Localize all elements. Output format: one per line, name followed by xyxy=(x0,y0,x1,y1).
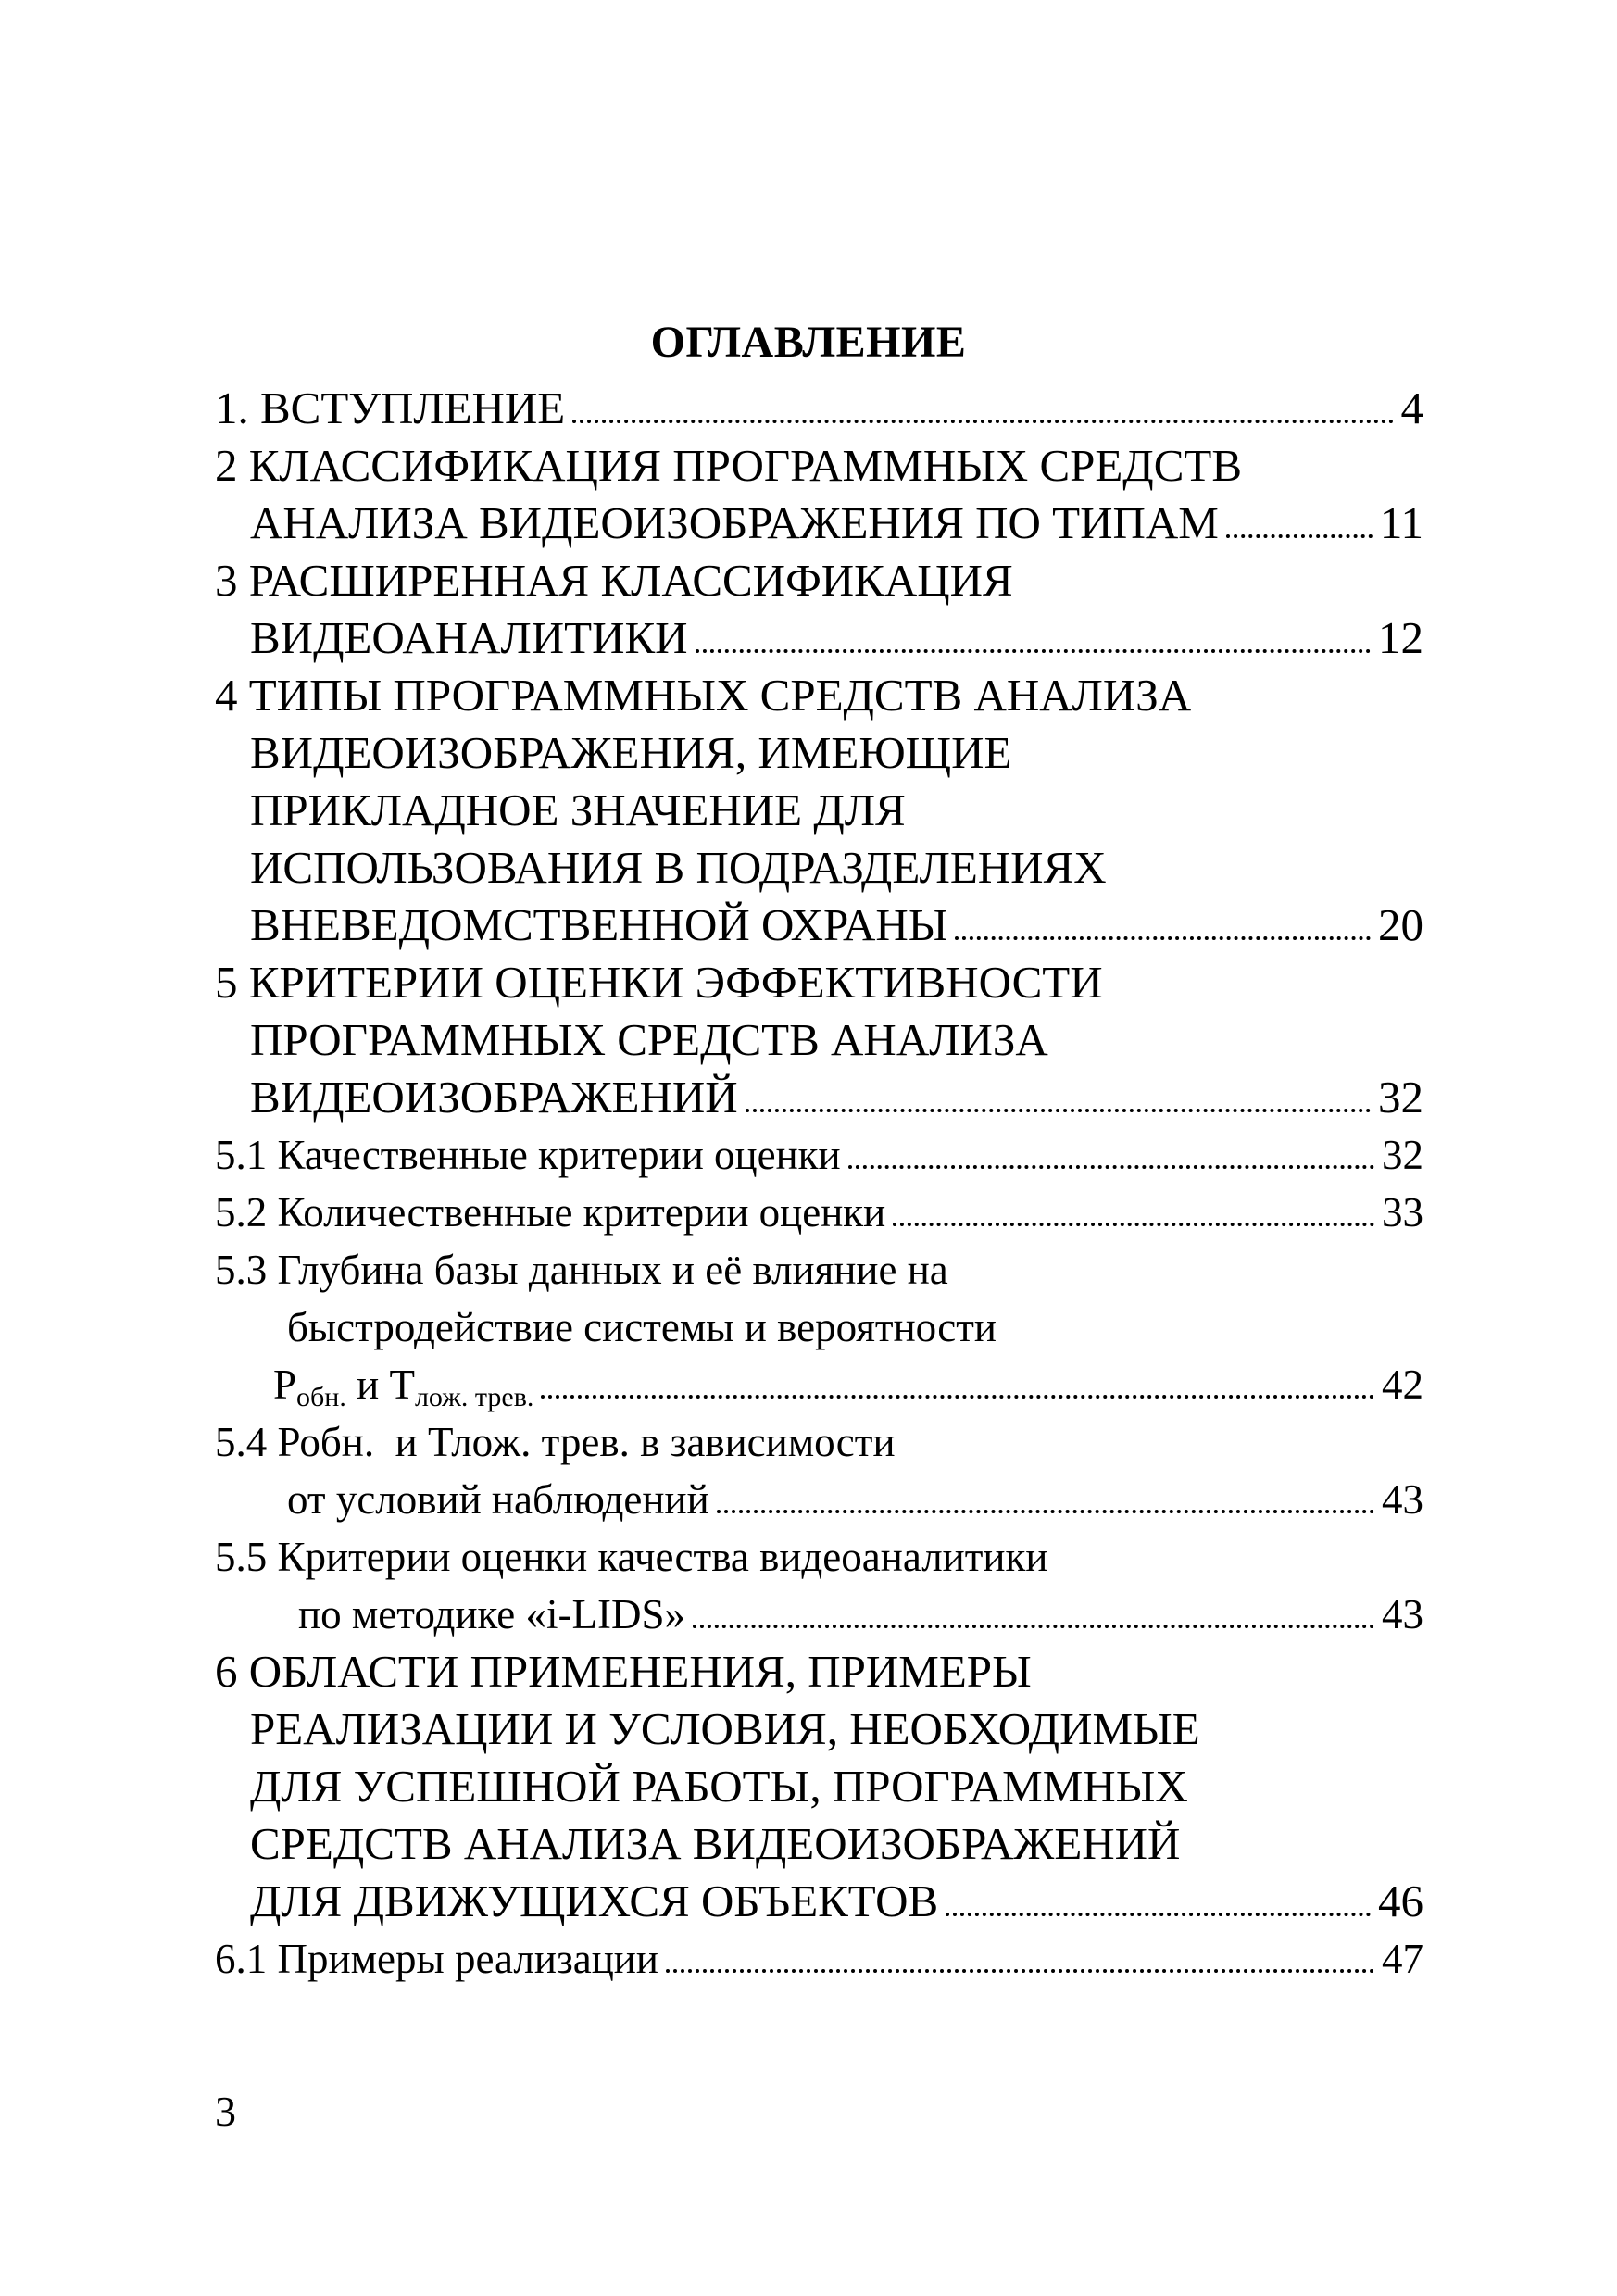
toc-entry-5[interactable] xyxy=(215,954,1423,1011)
toc-entry-4-line-4[interactable] xyxy=(250,839,1423,897)
toc-entry-6-1[interactable] xyxy=(215,1930,1423,1988)
toc-entry-text: СРЕДСТВ АНАЛИЗА ВИДЕОИЗОБРАЖЕНИЙ xyxy=(250,1818,1181,1869)
toc-page-number: 32 xyxy=(1378,1072,1423,1123)
toc-entry-text: ДЛЯ УСПЕШНОЙ РАБОТЫ, ПРОГРАММНЫХ xyxy=(250,1761,1188,1812)
toc-entry-6-line-2[interactable] xyxy=(250,1700,1423,1758)
toc-entry-text: 5.4 Робн. и Тлож. трев. в зависимости xyxy=(215,1419,896,1465)
dot-leader xyxy=(717,1499,1374,1513)
toc-entry-4-line-2[interactable] xyxy=(250,724,1423,782)
toc-entry-text: 6 ОБЛАСТИ ПРИМЕНЕНИЯ, ПРИМЕРЫ xyxy=(215,1646,1032,1697)
toc-page-number: 4 xyxy=(1400,383,1423,433)
dot-leader xyxy=(666,1958,1374,1973)
toc-page-number: 43 xyxy=(1382,1591,1423,1637)
toc-entry-5-3-line-2[interactable] xyxy=(287,1299,1423,1356)
dot-leader xyxy=(848,1154,1374,1169)
toc-page-number: 42 xyxy=(1382,1361,1423,1408)
toc-entry-text: от условий наблюдений xyxy=(287,1476,709,1523)
dot-leader xyxy=(696,638,1371,653)
toc-page-number: 32 xyxy=(1382,1132,1423,1178)
toc-entry-2-continuation[interactable] xyxy=(250,495,1423,552)
toc-page-number: 11 xyxy=(1379,497,1423,548)
toc-entry-6-line-5[interactable] xyxy=(250,1873,1423,1930)
toc-entry-5-3-line-3[interactable] xyxy=(273,1356,1423,1413)
dot-leader xyxy=(746,1098,1371,1112)
toc-page-number: 33 xyxy=(1382,1189,1423,1236)
toc-entry-3[interactable] xyxy=(215,552,1423,609)
formula-and: и xyxy=(345,1361,390,1408)
toc-entry-text: 5.5 Критерии оценки качества видеоаналитики xyxy=(215,1534,1048,1580)
toc-entry-text: ВНЕВЕДОМСТВЕННОЙ ОХРАНЫ xyxy=(250,899,948,950)
dot-leader xyxy=(893,1211,1374,1226)
toc-entry-5-4[interactable] xyxy=(215,1413,1423,1471)
toc-entry-2[interactable] xyxy=(215,437,1423,495)
toc-entry-4[interactable] xyxy=(215,667,1423,724)
toc-entry-text: ИСПОЛЬЗОВАНИЯ В ПОДРАЗДЕЛЕНИЯХ xyxy=(250,842,1107,893)
toc-entry-text: 1. ВСТУПЛЕНИЕ xyxy=(215,383,566,433)
toc-entry-text: ПРОГРАММНЫХ СРЕДСТВ АНАЛИЗА xyxy=(250,1014,1048,1065)
toc-page-number: 47 xyxy=(1382,1936,1423,1982)
toc-entry-5-5-line-2[interactable] xyxy=(298,1586,1423,1643)
formula-p-detect: $P_{обн.}$ xyxy=(273,1361,346,1412)
toc-entry-text: 5.2 Количественные критерии оценки xyxy=(215,1189,886,1236)
dot-leader xyxy=(693,1613,1374,1628)
dot-leader xyxy=(572,408,1393,423)
toc-entry-text: 5.3 Глубина базы данных и её влияние на xyxy=(215,1247,948,1293)
toc-entry-text: ПРИКЛАДНОЕ ЗНАЧЕНИЕ ДЛЯ xyxy=(250,784,906,835)
toc-entry-5-3[interactable] xyxy=(215,1241,1423,1299)
toc-page-number: 43 xyxy=(1382,1476,1423,1523)
toc-entry-text: 2 КЛАССИФИКАЦИЯ ПРОГРАММНЫХ СРЕДСТВ xyxy=(215,440,1243,491)
formula-t-false-alarm: $T_{лож. трев.}$ xyxy=(389,1361,534,1412)
toc-entry-text: РЕАЛИЗАЦИИ И УСЛОВИЯ, НЕОБХОДИМЫЕ xyxy=(250,1703,1200,1754)
toc-entry-5-2[interactable] xyxy=(215,1184,1423,1241)
toc-page-number: 46 xyxy=(1378,1876,1423,1926)
toc-entry-text: по методике «i-LIDS» xyxy=(298,1591,685,1637)
toc-entry-5-line-2[interactable] xyxy=(250,1011,1423,1069)
toc-entry-text: АНАЛИЗА ВИДЕОИЗОБРАЖЕНИЯ ПО ТИПАМ xyxy=(250,497,1219,548)
toc-entry-text: ДЛЯ ДВИЖУЩИХСЯ ОБЪЕКТОВ xyxy=(250,1876,939,1926)
toc-entry-text: 5 КРИТЕРИИ ОЦЕНКИ ЭФФЕКТИВНОСТИ xyxy=(215,957,1103,1008)
page-number: 3 xyxy=(215,2088,236,2135)
toc-entry-5-4-line-2[interactable] xyxy=(287,1471,1423,1528)
toc-entry-6-line-4[interactable] xyxy=(250,1815,1423,1873)
toc-entry-4-line-3[interactable] xyxy=(250,782,1423,839)
toc-entry-text: 4 ТИПЫ ПРОГРАММНЫХ СРЕДСТВ АНАЛИЗА xyxy=(215,670,1192,721)
toc-entry-5-1[interactable] xyxy=(215,1126,1423,1184)
toc-entry-6-line-3[interactable] xyxy=(250,1758,1423,1815)
toc-entry-text: 5.1 Качественные критерии оценки xyxy=(215,1132,841,1178)
toc-entry-text: 6.1 Примеры реализации xyxy=(215,1936,658,1982)
toc-entry-5-5[interactable] xyxy=(215,1528,1423,1586)
toc-entry-text: быстродействие системы и вероятности xyxy=(287,1304,997,1350)
toc-page-number: 12 xyxy=(1378,612,1423,663)
dot-leader xyxy=(955,925,1371,940)
dot-leader xyxy=(946,1901,1371,1916)
toc-entry-5-line-3[interactable] xyxy=(250,1069,1423,1126)
toc-page-number: 20 xyxy=(1378,899,1423,950)
toc-title: ОГЛАВЛЕНИЕ xyxy=(650,318,967,367)
toc-entry-6[interactable] xyxy=(215,1643,1423,1700)
toc-entry-text: ВИДЕОИЗОБРАЖЕНИЯ, ИМЕЮЩИЕ xyxy=(250,727,1012,778)
toc-entry-1[interactable] xyxy=(215,380,1423,437)
toc-entry-text: 3 РАСШИРЕННАЯ КЛАССИФИКАЦИЯ xyxy=(215,555,1013,606)
toc-entry-text: ВИДЕОАНАЛИТИКИ xyxy=(250,612,688,663)
dot-leader xyxy=(1226,523,1373,538)
toc-entry-3-continuation[interactable] xyxy=(250,609,1423,667)
dot-leader xyxy=(541,1384,1374,1399)
toc-entry-4-line-5[interactable] xyxy=(250,897,1423,954)
toc-entry-text: ВИДЕОИЗОБРАЖЕНИЙ xyxy=(250,1072,738,1123)
